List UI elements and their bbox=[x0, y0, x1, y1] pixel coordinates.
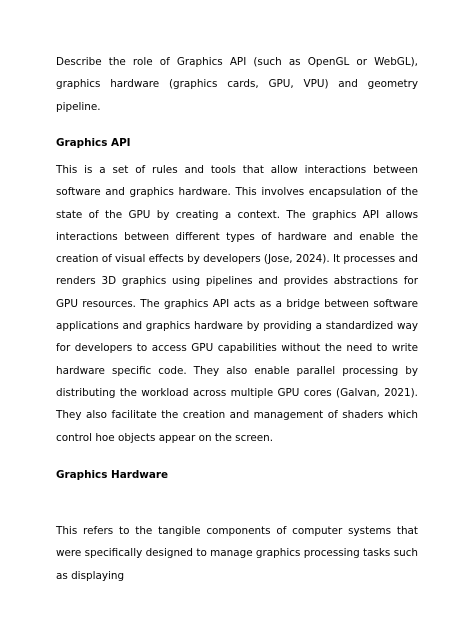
intro-paragraph: Describe the role of Graphics API (such as OpenGL or WebGL), graphics hardware (graphics cards, GPU, VPU) and geometry pipeline. bbox=[56, 56, 418, 113]
section-heading-graphics-api: Graphics API bbox=[56, 137, 131, 149]
section-body-graphics-api: This is a set of rules and tools that allow interactions between software and graphics hardware. This involves encapsulation of the state of the GPU by creating a context. The graphics API allows interactions between different types of hardware and enable the creation of visual effects by developers (Jose, 2024). It processes and renders 3D graphics using pipelines and provides abstractions for GPU resources. The graphics API acts as a bridge between software applications and graphics hardware by providing a standardized way for developers to access GPU capabilities without the need to write hardware specific code. They also enable parallel processing by distributing the workload across multiple GPU cores (Galvan, 2021). They also facilitate the creation and management of shaders which control hoe objects appear on the screen. bbox=[56, 164, 418, 444]
section-body-graphics-hardware: This refers to the tangible components of computer systems that were specifically designed to manage graphics processing tasks such as displaying bbox=[56, 525, 418, 582]
section-heading-graphics-hardware: Graphics Hardware bbox=[56, 469, 169, 481]
